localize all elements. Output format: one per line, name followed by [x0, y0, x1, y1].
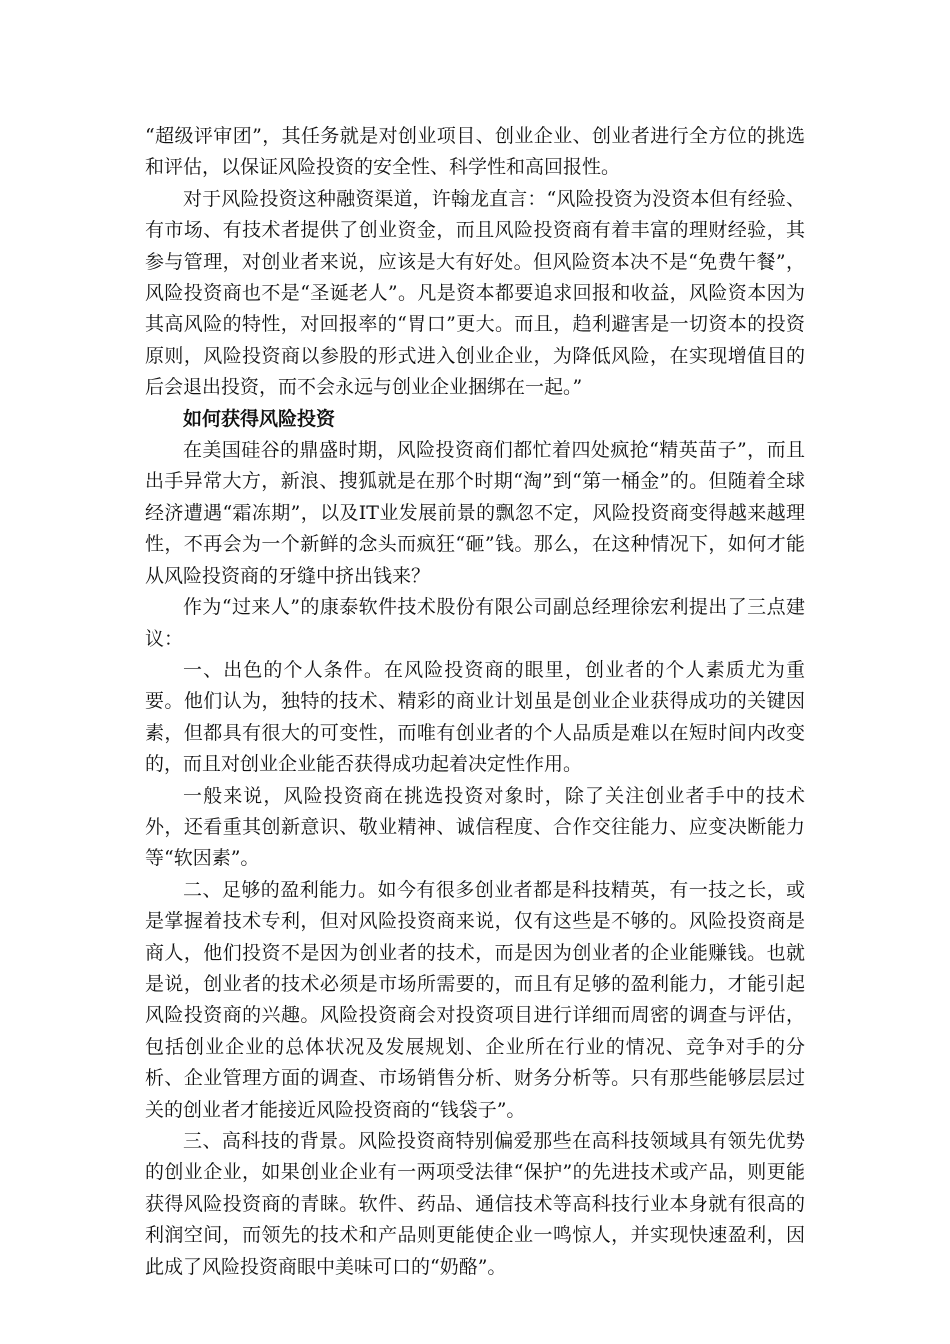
paragraph-point-one: 一、出色的个人条件。在风险投资商的眼里，创业者的个人素质尤为重要。他们认为，独特的技术、精彩的商业计划虽是创业企业获得成功的关键因素，但都具有很大的可变性，而唯有创业者的个人品质是难以在短时间内改变的，而且对创业企业能否获得成功起着决定性作用。: [145, 658, 805, 776]
paragraph-silicon-valley: 在美国硅谷的鼎盛时期，风险投资商们都忙着四处疯抢“精英苗子”，而且出手异常大方，新浪、搜狐就是在那个时期“淘”到“第一桶金”的。但随着全球经济遭遇“霜冻期”，以及IT业发展前景的飘忽不定，风险投资商变得越来越理性，不再会为一个新鲜的念头而疯狂“砸”钱。那么，在这种情况下，如何才能从风险投资商的牙缝中挤出钱来？: [145, 439, 805, 587]
paragraph-continuation: “超级评审团”，其任务就是对创业项目、创业企业、创业者进行全方位的挑选和评估，以保证风险投资的安全性、科学性和高回报性。: [145, 125, 805, 179]
paragraph-point-two: 二、足够的盈利能力。如今有很多创业者都是科技精英，有一技之长，或是掌握着技术专利，但对风险投资商来说，仅有这些是不够的。风险投资商是商人，他们投资不是因为创业者的技术，而是因为创业者的企业能赚钱。也就是说，创业者的技术必须是市场所需要的，而且有足够的盈利能力，才能引起风险投资商的兴趣。风险投资商会对投资项目进行详细而周密的调查与评估，包括创业企业的总体状况及发展规划、企业所在行业的情况、竞争对手的分析、企业管理方面的调查、市场销售分析、财务分析等。只有那些能够层层过关的创业者才能接近风险投资商的“钱袋子”。: [145, 878, 805, 1121]
paragraph-soft-factors: 一般来说，风险投资商在挑选投资对象时，除了关注创业者手中的技术外，还看重其创新意识、敬业精神、诚信程度、合作交往能力、应变决断能力等“软因素”。: [145, 784, 805, 870]
paragraph-venture-capital-quote: 对于风险投资这种融资渠道，许翰龙直言：“风险投资为没资本但有经验、有市场、有技术者提供了创业资金，而且风险投资商有着丰富的理财经验，其参与管理，对创业者来说，应该是大有好处。但风险资本决不是“免费午餐”，风险投资商也不是“圣诞老人”。凡是资本都要追求回报和收益，风险资本因为其高风险的特性，对回报率的“胃口”更大。而且，趋利避害是一切资本的投资原则，风险投资商以参股的形式进入创业企业，为降低风险，在实现增值目的后会退出投资，而不会永远与创业企业捆绑在一起。”: [145, 187, 805, 399]
section-heading: 如何获得风险投资: [183, 407, 336, 430]
paragraph-three-suggestions-intro: 作为“过来人”的康泰软件技术股份有限公司副总经理徐宏利提出了三点建议：: [145, 596, 805, 650]
document-body: [145, 121, 805, 1283]
paragraph-point-three: 三、高科技的背景。风险投资商特别偏爱那些在高科技领域具有领先优势的创业企业，如果创业企业有一两项受法律“保护”的先进技术或产品，则更能获得风险投资商的青睐。软件、药品、通信技术等高科技行业本身就有很高的利润空间，而领先的技术和产品则更能使企业一鸣惊人，并实现快速盈利，因此成了风险投资商眼中美味可口的“奶酪”。: [145, 1130, 805, 1278]
